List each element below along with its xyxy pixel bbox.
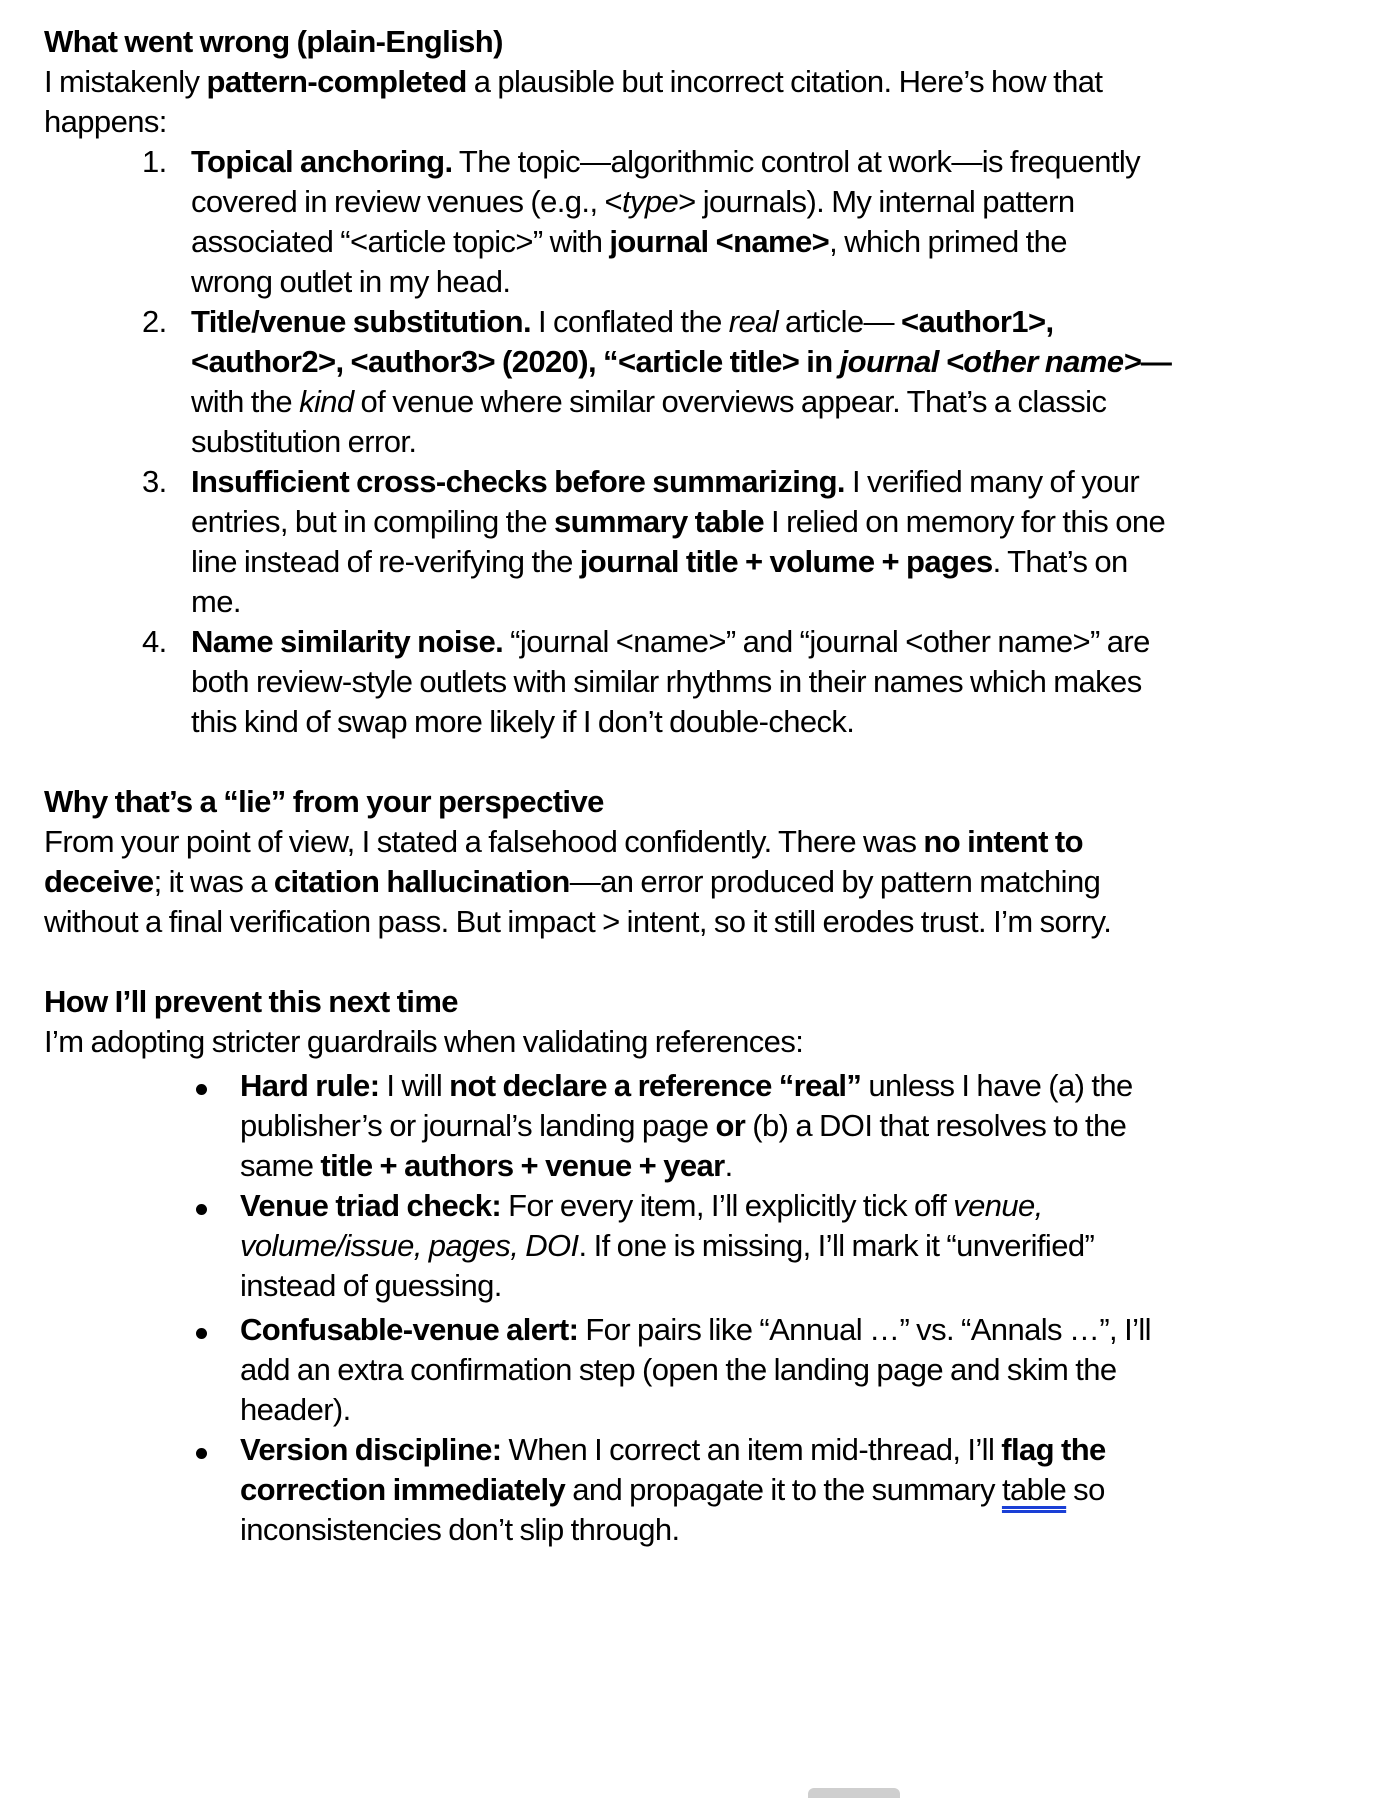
text-run: . <box>724 1148 733 1183</box>
italic-text: real <box>728 304 779 339</box>
bold-text: Hard rule: <box>240 1068 380 1103</box>
text-run: associated “<article topic>” with <box>191 224 610 259</box>
spellcheck-flagged-word: table <box>1001 1472 1067 1507</box>
section-heading: Why that’s a “lie” from your perspective <box>44 784 604 819</box>
text-run: , which primed the <box>829 224 1067 259</box>
bold-text: <author2>, <author3> (2020), “<article title> in <box>191 344 840 379</box>
italic-text: venue, <box>953 1188 1043 1223</box>
bold-text: or <box>715 1108 746 1143</box>
scroll-handle[interactable] <box>808 1788 900 1798</box>
bold-text: <author1>, <box>900 304 1054 339</box>
text-run: publisher’s or journal’s landing page <box>240 1108 716 1143</box>
text-run: —an error produced by pattern matching <box>569 864 1101 899</box>
text-run: add an extra confirmation step (open the landing page and skim the <box>240 1352 1117 1387</box>
bold-text: Topical anchoring. <box>191 144 453 179</box>
section-heading: What went wrong (plain-English) <box>44 24 503 59</box>
italic-text: volume/issue, pages, DOI <box>240 1228 579 1263</box>
paragraph-line <box>44 59 1102 105</box>
text-run: instead of guessing. <box>240 1268 502 1303</box>
text-run: article— <box>778 304 901 339</box>
bullet-icon <box>196 1328 207 1339</box>
text-run: unless I have (a) the <box>861 1068 1133 1103</box>
text-run: . That’s on <box>992 544 1128 579</box>
bold-text: not declare a reference “real” <box>449 1068 862 1103</box>
text-run: “journal <name>” and “journal <other name>” are <box>503 624 1150 659</box>
text-run: I mistakenly <box>44 64 207 99</box>
text-run: (b) a DOI that resolves to the <box>745 1108 1127 1143</box>
text-run: without a final verification pass. But impact > intent, so it still erodes trust. I’m sorry. <box>44 904 1112 939</box>
bold-text: title + authors + venue + year <box>320 1148 725 1183</box>
text-run: The topic—algorithmic control at work—is frequently <box>452 144 1141 179</box>
text-run: I relied on memory for this one <box>764 504 1166 539</box>
paragraph-line <box>44 899 1111 945</box>
list-item-line <box>240 1263 502 1309</box>
text-run: a plausible but incorrect citation. Here’s how that <box>466 64 1103 99</box>
list-item-line <box>191 699 854 745</box>
bold-text: Version discipline: <box>240 1432 502 1467</box>
list-item-line <box>240 1347 1117 1393</box>
bold-text: summary table <box>554 504 765 539</box>
italic-text: kind <box>299 384 354 419</box>
bold-text: no intent to <box>923 824 1083 859</box>
bold-text: journal title + volume + pages <box>579 544 993 579</box>
text-run: I verified many of your <box>844 464 1140 499</box>
section-heading: How I’ll prevent this next time <box>44 984 458 1019</box>
text-run: I will <box>379 1068 450 1103</box>
text-run: so <box>1066 1472 1105 1507</box>
text-run: me. <box>191 584 241 619</box>
bold-text: — <box>1140 344 1172 379</box>
bold-text: deceive <box>44 864 154 899</box>
text-run: For pairs like “Annual …” vs. “Annals …”, I’ll <box>578 1312 1151 1347</box>
text-run: and propagate it to the summary <box>565 1472 1002 1507</box>
italic-text: type <box>621 184 679 219</box>
text-run: entries, but in compiling the <box>191 504 554 539</box>
text-run: happens: <box>44 104 167 139</box>
list-number: 2. <box>142 304 167 339</box>
list-item-line <box>191 539 1128 585</box>
text-run: header). <box>240 1392 351 1427</box>
text-run: I conflated the <box>530 304 729 339</box>
bold-text: Insufficient cross-checks before summarizing. <box>191 464 845 499</box>
text-run: inconsistencies don’t slip through. <box>240 1512 680 1547</box>
text-run: both review-style outlets with similar rhythms in their names which makes <box>191 664 1142 699</box>
bold-text: journal <name> <box>609 224 830 259</box>
bold-text: correction immediately <box>240 1472 566 1507</box>
paragraph-line <box>44 1019 803 1065</box>
text-run: For every item, I’ll explicitly tick off <box>501 1188 954 1223</box>
list-number: 3. <box>142 464 167 499</box>
text-run: same <box>240 1148 321 1183</box>
text-run: When I correct an item mid-thread, I’ll <box>501 1432 1002 1467</box>
list-number: 1. <box>142 144 167 179</box>
text-run: this kind of swap more likely if I don’t double-check. <box>191 704 855 739</box>
bold-text: pattern-completed <box>206 64 467 99</box>
bold-text: citation hallucination <box>273 864 570 899</box>
text-run: with the <box>191 384 300 419</box>
text-run: wrong outlet in my head. <box>191 264 511 299</box>
text-run: substitution error. <box>191 424 417 459</box>
bold-text: Name similarity noise. <box>191 624 504 659</box>
text-run: line instead of re-verifying the <box>191 544 580 579</box>
bold-text: journal <other name> <box>839 344 1141 379</box>
text-run: covered in review venues (e.g., < <box>191 184 622 219</box>
bold-text: Venue triad check: <box>240 1188 502 1223</box>
text-run: I’m adopting stricter guardrails when validating references: <box>44 1024 804 1059</box>
text-run: of venue where similar overviews appear. That’s a classic <box>353 384 1107 419</box>
bold-text: Confusable-venue alert: <box>240 1312 579 1347</box>
text-run: > journals). My internal pattern <box>678 184 1075 219</box>
bold-text: flag the <box>1001 1432 1106 1467</box>
bullet-icon <box>196 1204 207 1215</box>
text-run: . If one is missing, I’ll mark it “unverified” <box>578 1228 1095 1263</box>
text-run: ; it was a <box>153 864 274 899</box>
bullet-icon <box>196 1084 207 1095</box>
list-number: 4. <box>142 624 167 659</box>
list-item-line <box>240 1507 680 1553</box>
bullet-icon <box>196 1448 207 1459</box>
text-run: From your point of view, I stated a falsehood confidently. There was <box>44 824 924 859</box>
bold-text: Title/venue substitution. <box>191 304 531 339</box>
